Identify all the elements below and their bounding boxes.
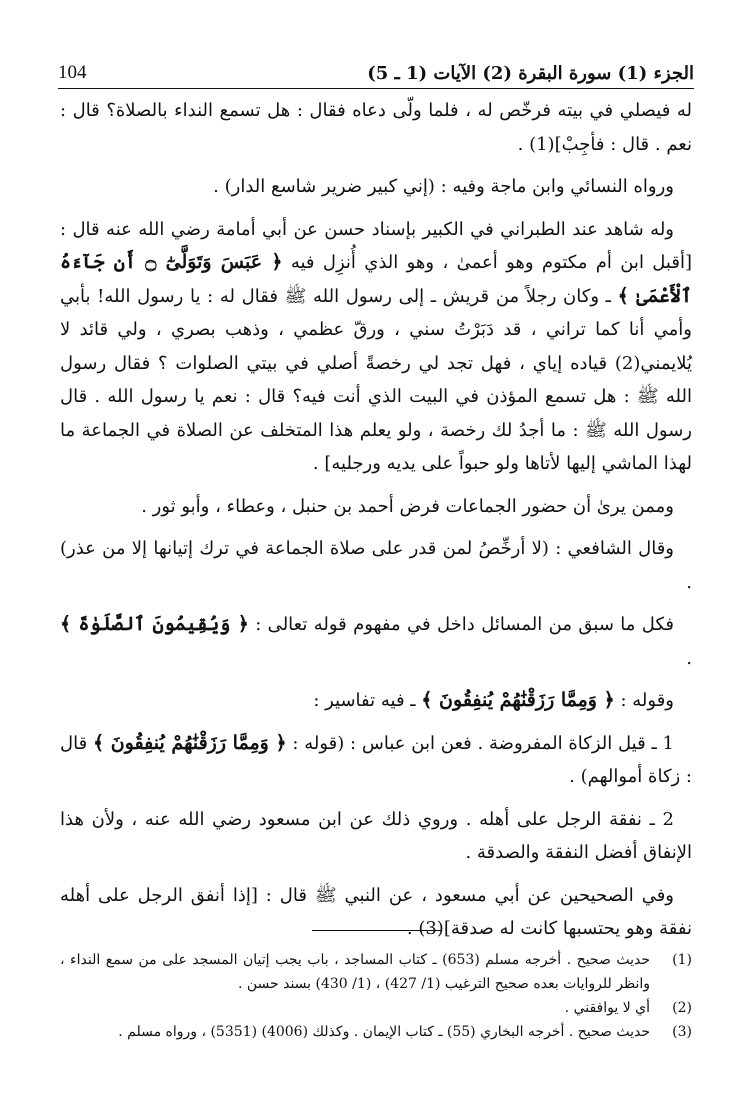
quran-verse: ﴿ وَمِمَّا رَزَقْنَٰهُمْ يُنفِقُونَ ﴾ [421,689,615,711]
paragraph: وقال الشافعي : (لا أرخِّصُ لمن قدر على صلاة الجماعة في ترك إتيانها إلا من عذر) . [60,538,692,593]
paragraph-text: وله شاهد عند الطبراني في الكبير بإسناد حسن عن أبي أمامة رضي الله عنه قال : [أقبل ابن أم مكتوم وهو أعمىٰ ، وهو الذي أُنزِل فيه [60,218,692,273]
quran-verse: ﴿ وَمِمَّا رَزَقْنَٰهُمْ يُنفِقُونَ ﴾ [92,731,287,754]
footnote [60,996,692,1020]
footnote-text: حديث صحيح . أخرجه مسلم (653) ـ كتاب المساجد ، باب يجب إتيان المسجد على من سمع النداء ، وانظر للروايات بعده صحيح الترغيب (1/ 427) ، (1/ 430) بسند حسن . [60,952,650,992]
paragraph [60,684,692,718]
running-title: الجزء (1) سورة البقرة (2) الآيات (1 ـ 5) [367,63,694,84]
paragraph-text: قال : زكاة أموالهم) . [60,732,692,787]
footnotes [60,948,692,1044]
footnote-text: حديث صحيح . أخرجه البخاري (55) ـ كتاب الإيمان . وكذلك (4006) (5351) ، ورواه مسلم . [118,1024,650,1040]
paragraph: وفي الصحيحين عن أبي مسعود ، عن النبي ﷺ قال : [إذا أنفق الرجل على أهله نفقة وهو يحتسبها كانت له صدقة](3) . [60,884,692,939]
paragraph [60,727,692,794]
footnote-separator [312,930,442,931]
paragraph: ورواه النسائي وابن ماجة وفيه : (إني كبير ضرير شاسع الدار) . [213,176,674,197]
quran-verse: ﴿ عَبَسَ وَتَوَلَّىٰٓ ۝ أَن جَآءَهُ ٱلْأَعْمَىٰ ﴾ [60,251,692,307]
footnote-text: أي لا يوافقني . [564,1000,650,1016]
body-text [60,94,692,955]
footnote [60,1020,692,1044]
paragraph [60,213,692,481]
paragraph: له فيصلي في بيته فرخّص له ، فلما ولّى دعاه فقال : هل تسمع النداء بالصلاة؟ قال : نعم . قال : فأجِبْ](1) . [60,100,692,155]
quran-verse: ﴿ وَيُقِيمُونَ ٱلصَّلَوٰةَ ﴾ [60,613,249,635]
paragraph: وممن يرىٰ أن حضور الجماعات فرض أحمد بن حنبل ، وعطاء ، وأبو ثور . [141,495,674,517]
paragraph-text: ـ فيه تفاسير : [313,690,416,711]
footnote-number: (3) [672,1024,692,1040]
page-header [58,50,694,89]
paragraph [60,608,692,675]
page-number: 104 [58,62,87,83]
footnote-number: (2) [672,1000,692,1016]
paragraph-text: فكل ما سبق من المسائل داخل في مفهوم قوله تعالى : [255,614,674,635]
paragraph: 2 ـ نفقة الرجل على أهله . وروي ذلك عن ابن مسعود رضي الله عنه ، ولأن هذا الإنفاق أفضل النفقة والصدقة . [60,808,692,863]
paragraph-text: . [686,647,692,669]
paragraph-text: وقوله : [620,690,674,711]
paragraph-text: 1 ـ قيل الزكاة المفروضة . فعن ابن عباس : (قوله : [292,732,674,754]
paragraph-text: ـ وكان رجلاً من قريش ـ إلى رسول الله ﷺ فقال له : يا رسول الله! بأبي وأمي أنا كما تراني ، قد دَبَرْتُ سني ، ورقّ عظمي ، وذهب بصري ، ولي قائد لا يُلايمني(2) قياده إياي ، فهل تجد لي رخصةً أصلي في بيتي الصلوات ؟ فقال رسول الله ﷺ : هل تسمع المؤذن في البيت الذي أنت فيه؟ قال : نعم يا رسول الله . قال رسول الله ﷺ : ما أجدُ لك رخصة ، ولو يعلم هذا المتخلف عن الصلاة في الجماعة ما لهذا الماشي إليها لأتاها ولو حبواً على يديه ورجليه] . [60,285,692,474]
footnote-number: (1) [672,952,692,968]
footnote [60,948,692,996]
